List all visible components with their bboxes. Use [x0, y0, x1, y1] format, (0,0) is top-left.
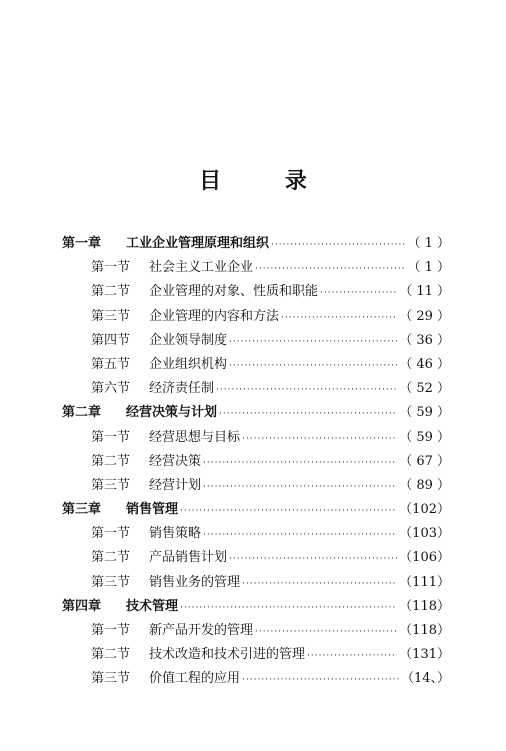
page-title: 目 录 [199, 168, 335, 194]
dot-leader [307, 651, 397, 661]
toc-entry-title: 企业组织机构 [149, 356, 228, 372]
toc-entry-number: 第三章 [62, 502, 102, 518]
toc-entry-page: （ 59 ） [399, 405, 450, 421]
toc-entry-page: （ 1 ） [407, 260, 450, 276]
toc-section-entry[interactable] [62, 353, 450, 377]
toc-entry-number: 第二节 [91, 647, 131, 663]
toc-entry-page: （131） [399, 647, 450, 663]
dot-leader [242, 675, 399, 685]
toc-section-entry[interactable] [62, 522, 450, 546]
toc-entry-page: （ 46 ） [399, 356, 450, 372]
toc-entry-page: （ 67 ） [399, 453, 450, 469]
toc-entry-number: 第一章 [62, 236, 102, 251]
toc-entry-title: 价值工程的应用 [149, 671, 241, 687]
toc-section-entry[interactable] [62, 571, 450, 595]
toc-section-entry[interactable] [62, 667, 450, 691]
toc-entry-page: （106） [399, 550, 450, 566]
toc-section-entry[interactable] [62, 305, 450, 329]
dot-leader [242, 579, 397, 589]
toc-entry-page: （14、） [400, 671, 450, 687]
toc-entry-page: （ 52 ） [399, 381, 450, 397]
toc-entry-page: （ 11 ） [399, 284, 450, 300]
toc-entry-page: （ 59 ） [399, 429, 450, 445]
toc-entry-number: 第二节 [91, 453, 131, 469]
toc-entry-title: 经营计划 [149, 477, 202, 493]
toc-entry-number: 第二节 [91, 284, 131, 300]
dot-leader [219, 409, 397, 419]
toc-entry-page: （ 1 ） [407, 236, 450, 251]
toc-entry-title: 销售管理 [126, 502, 179, 518]
table-of-contents [62, 232, 450, 692]
toc-section-entry[interactable] [62, 619, 450, 643]
toc-entry-number: 第二节 [91, 550, 131, 566]
toc-section-entry[interactable] [62, 546, 450, 570]
dot-leader [281, 313, 397, 323]
dot-leader [216, 385, 397, 395]
toc-entry-page: （103） [399, 526, 450, 542]
toc-entry-title: 社会主义工业企业 [149, 260, 254, 276]
toc-section-entry[interactable] [62, 426, 450, 450]
toc-entry-page: （118） [399, 598, 450, 614]
toc-entry-number: 第三节 [91, 308, 131, 324]
toc-entry-title: 企业领导制度 [149, 332, 228, 348]
toc-entry-number: 第六节 [91, 381, 131, 397]
toc-entry-number: 第四节 [91, 332, 131, 348]
toc-entry-title: 经营决策 [149, 453, 202, 469]
toc-entry-page: （111） [399, 574, 450, 590]
toc-entry-title: 销售策略 [149, 526, 202, 542]
dot-leader [242, 434, 397, 444]
toc-entry-number: 第一节 [91, 260, 131, 276]
dot-leader [320, 288, 397, 298]
toc-entry-page: （102） [399, 502, 450, 518]
toc-entry-number: 第三节 [91, 671, 131, 687]
dot-leader [255, 627, 397, 637]
dot-leader [255, 264, 405, 274]
dot-leader [203, 530, 397, 540]
toc-entry-title: 销售业务的管理 [149, 574, 241, 590]
dot-leader [203, 482, 397, 492]
dot-leader [271, 240, 405, 250]
toc-section-entry[interactable] [62, 280, 450, 304]
toc-entry-number: 第三节 [91, 574, 131, 590]
toc-section-entry[interactable] [62, 474, 450, 498]
toc-entry-number: 第一节 [91, 429, 131, 445]
toc-entry-title: 企业管理的对象、性质和职能 [149, 284, 319, 300]
toc-chapter-entry[interactable] [62, 498, 450, 522]
dot-leader [229, 337, 397, 347]
toc-chapter-entry[interactable] [62, 401, 450, 425]
toc-section-entry[interactable] [62, 643, 450, 667]
toc-section-entry[interactable] [62, 450, 450, 474]
toc-entry-number: 第一节 [91, 623, 131, 638]
toc-entry-title: 企业管理的内容和方法 [149, 308, 280, 324]
toc-entry-title: 产品销售计划 [149, 550, 228, 566]
toc-entry-number: 第一节 [91, 526, 131, 542]
toc-chapter-entry[interactable] [62, 595, 450, 619]
toc-entry-title: 经营决策与计划 [126, 405, 218, 421]
toc-entry-page: （ 29 ） [399, 308, 450, 324]
toc-chapter-entry[interactable] [62, 232, 450, 256]
toc-entry-number: 第三节 [91, 477, 131, 493]
toc-entry-title: 工业企业管理原理和组织 [126, 236, 270, 251]
toc-entry-title: 经济责任制 [149, 381, 215, 397]
toc-entry-number: 第五节 [91, 356, 131, 372]
dot-leader [180, 603, 397, 613]
dot-leader [229, 361, 397, 371]
toc-entry-title: 新产品开发的管理 [149, 623, 254, 638]
dot-leader [203, 458, 397, 468]
toc-entry-number: 第四章 [62, 598, 102, 614]
toc-section-entry[interactable] [62, 329, 450, 353]
toc-entry-title: 技术管理 [126, 598, 179, 614]
toc-entry-page: （118） [399, 623, 450, 638]
toc-section-entry[interactable] [62, 377, 450, 401]
toc-entry-page: （ 36 ） [399, 332, 450, 348]
dot-leader [229, 554, 397, 564]
dot-leader [180, 506, 397, 516]
toc-entry-title: 经营思想与目标 [149, 429, 241, 445]
toc-entry-page: （ 89 ） [399, 477, 450, 493]
toc-entry-number: 第二章 [62, 405, 102, 421]
toc-section-entry[interactable] [62, 256, 450, 280]
toc-entry-title: 技术改造和技术引进的管理 [149, 647, 306, 663]
